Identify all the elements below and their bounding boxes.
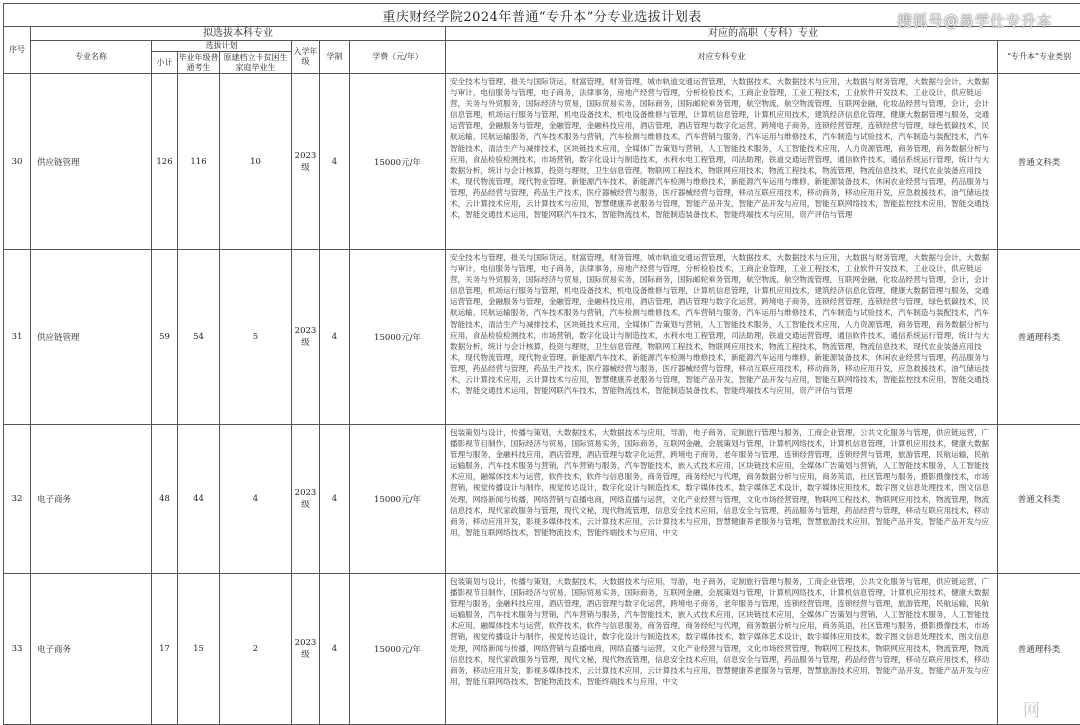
header-subtotal: 小计 [152,52,178,74]
header-ordinary: 毕业年级普通考生 [178,52,219,72]
row-subtotal: 17 [152,574,178,725]
row-seq: 30 [4,74,31,250]
header-grade: 入学年级 [292,41,320,74]
row-vocational-majors: 包装策划与设计，传播与策划，大数据技术，大数据技术与应用，导游，电子商务，定制旅行管理与服务，工商企业管理，公共文化服务与管理，供应链运营，广播影视节目制作，国际经济与贸易，国际贸易实务，国际商务，互联网金融，会展策划与管理，计算机网络技术，计算机信息管理，计算机应用技术，健康大数据管理与服务，金融科技应用，酒店管理，酒店管理与数字化运营，跨境电子商务，老年服务与管理，连锁经营管理，连锁经营与管理，旅游管理，民航运输，民航运输服务，汽车技术服务与营销，汽车营销与服务，汽车智能技术，嵌入式技术应用，区块链技术应用，全媒体广告策划与营销，人工智能技术服务，人工智能技术应用，融媒体技术与运营，软件技术，软件与信息服务，商务管理，商务经纪与代理，商务数据分析与应用，商务英语，社区管理与服务，摄影摄像技术，市场营销，视觉传播设计与制作，视觉传达设计，数字化设计与制造技术，数字媒体技术，数字媒体艺术设计，数字媒体应用技术，数字图文信息处理技术，图文信息处理，网络新闻与传播，网络营销与直播电商，网络直播与运营，文化产业经营与管理，文化市场经营管理，物联网工程技术，物联网应用技术，物流管理，物流信息技术，现代家政服务与管理，现代文秘，现代物流管理，信息安全技术应用，信息安全与管理，药品服务与管理，药品经营与管理，移动互联应用技术，移动商务，移动应用开发，影视多媒体技术，云计算技术应用，云计算技术与应用，智慧健康养老服务与管理，智慧旅游技术应用，智能产品开发，智能产品开发与应用，智能互联网络技术，智能物流技术，智能终端技术与应用，中文 [446,425,998,574]
header-group-vocational: 对应的高职（专科）专业 [446,27,1080,41]
header-seq: 序号 [4,27,31,74]
row-subtotal: 126 [152,74,178,250]
header-plan: 选拔计划 [152,41,292,52]
row-vocational-majors: 安全技术与管理，报关与国际货运，财富管理，财务管理，城市轨道交通运营管理，大数据技术，大数据技术与应用，大数据与财务管理，大数据与会计，大数据与审计，电信服务与管理，电子商务，法律事务，房地产经营与管理，分析检验技术，工商企业管理，工业工程技术，工业软件开发技术，工业设计，供应链运营，关务与外贸服务，国际经济与贸易，国际贸易实务，国际商务，国际邮轮乘务管理，航空物流，航空物流管理，互联网金融，化妆品经营与管理，会计，会计信息管理，机场运行服务与管理，机电设备技术，机电设备维修与管理，计算机信息管理，计算机应用技术，建筑经济信息化管理，健康大数据管理与服务，交通运营管理，金融服务与管理，金融管理，金融科技应用，酒店管理，酒店管理与数字化运营，跨境电子商务，连锁经营管理，连锁经营与管理，绿色低碳技术，民航运输，民航运输服务，汽车技术服务与营销，汽车检测与维修技术，汽车营销与服务，汽车运用与维修技术，汽车制造与试验技术，汽车制造与装配技术，汽车智能技术，清洁生产与减排技术，区块链技术应用，全媒体广告策划与营销，人工智能技术服务，人工智能技术应用，人力资源管理，商务管理，商务数据分析与应用，食品检验检测技术，市场营销，数字化设计与制造技术，水利水电工程管理，司法助理，铁道交通运营管理，通信软件技术，通信系统运行管理，统计与大数据分析，统计与会计核算，投资与理财，卫生信息管理，物联网工程技术，物联网应用技术，物流工程技术，物流管理，物流信息技术，现代农业装备应用技术，现代物流管理，现代物业管理，新能源汽车技术，新能源汽车检测与维修技术，新能源汽车运用与维修，新能源装备技术，休闲农业经营与管理，药品服务与管理，药品经营与管理，药品生产技术，医疗器械经营与服务，医疗器械经营与管理，移动互联应用技术，移动商务，移动应用开发，应急救援技术，油气储运技术，云计算技术应用，云计算技术与应用，智慧健康养老服务与管理，智能产品开发，智能产品开发与应用，智能互联网络技术，智能监控技术应用，智能交通技术，智能交通技术运用，智能网联汽车技术，智能物流技术，智能制造装备技术，智能终端技术与应用，资产评估与管理 [446,74,998,250]
row-major-name: 供应链管理 [31,250,152,425]
row-category: 普通文科类 [998,425,1080,574]
plan-table [3,3,1080,725]
row-tuition: 15000元/年 [350,574,446,725]
row-category: 普通文科类 [998,74,1080,250]
header-category: “专升本”专业类别 [998,41,1080,74]
row-major-name: 电子商务 [31,425,152,574]
watermark-bottom: 网 [1023,701,1040,721]
row-vocational-majors: 安全技术与管理，报关与国际货运，财富管理，财务管理，城市轨道交通运营管理，大数据技术，大数据技术与应用，大数据与财务管理，大数据与会计，大数据与审计，电信服务与管理，电子商务，法律事务，房地产经营与管理，分析检验技术，工商企业管理，工业工程技术，工业软件开发技术，工业设计，供应链运营，关务与外贸服务，国际经济与贸易，国际贸易实务，国际商务，国际邮轮乘务管理，航空物流，航空物流管理，互联网金融，化妆品经营与管理，会计，会计信息管理，机场运行服务与管理，机电设备技术，机电设备维修与管理，计算机信息管理，计算机应用技术，建筑经济信息化管理，健康大数据管理与服务，交通运营管理，金融服务与管理，金融管理，金融科技应用，酒店管理，酒店管理与数字化运营，跨境电子商务，连锁经营管理，连锁经营与管理，绿色低碳技术，民航运输，民航运输服务，汽车技术服务与营销，汽车检测与维修技术，汽车营销与服务，汽车运用与维修技术，汽车制造与试验技术，汽车制造与装配技术，汽车智能技术，清洁生产与减排技术，区块链技术应用，全媒体广告策划与营销，人工智能技术服务，人工智能技术应用，人力资源管理，商务管理，商务数据分析与应用，食品检验检测技术，市场营销，数字化设计与制造技术，水利水电工程管理，司法助理，铁道交通运营管理，通信软件技术，通信系统运行管理，统计与大数据分析，统计与会计核算，投资与理财，卫生信息管理，物联网工程技术，物联网应用技术，物流工程技术，物流管理，物流信息技术，现代农业装备应用技术，现代物流管理，现代物业管理，新能源汽车技术，新能源汽车检测与维修技术，新能源汽车运用与维修，新能源装备技术，休闲农业经营与管理，药品服务与管理，药品经营与管理，药品生产技术，医疗器械经营与服务，医疗器械经营与管理，移动互联应用技术，移动商务，移动应用开发，应急救援技术，油气储运技术，云计算技术应用，云计算技术与应用，智慧健康养老服务与管理，智能产品开发，智能产品开发与应用，智能互联网络技术，智能监控技术应用，智能交通技术，智能交通技术运用，智能网联汽车技术，智能物流技术，智能制造装备技术，智能终端技术与应用，资产评估与管理 [446,250,998,425]
watermark-top: 搜狐号@易学仕专升本 [896,12,1052,30]
row-grade: 2023级 [292,250,320,425]
row-subtotal: 48 [152,425,178,574]
row-duration: 4 [320,74,350,250]
row-poverty: 10 [220,74,292,250]
row-vocational-majors: 包装策划与设计，传播与策划，大数据技术，大数据技术与应用，导游，电子商务，定制旅行管理与服务，工商企业管理，公共文化服务与管理，供应链运营，广播影视节目制作，国际经济与贸易，国际贸易实务，国际商务，互联网金融，会展策划与管理，计算机网络技术，计算机信息管理，计算机应用技术，健康大数据管理与服务，金融科技应用，酒店管理，酒店管理与数字化运营，跨境电子商务，老年服务与管理，连锁经营管理，连锁经营与管理，旅游管理，民航运输，民航运输服务，汽车技术服务与营销，汽车营销与服务，汽车智能技术，嵌入式技术应用，区块链技术应用，全媒体广告策划与营销，人工智能技术服务，人工智能技术应用，融媒体技术与运营，软件技术，软件与信息服务，商务管理，商务经纪与代理，商务数据分析与应用，商务英语，社区管理与服务，摄影摄像技术，市场营销，视觉传播设计与制作，视觉传达设计，数字化设计与制造技术，数字媒体技术，数字媒体艺术设计，数字媒体应用技术，数字图文信息处理技术，图文信息处理，网络新闻与传播，网络营销与直播电商，网络直播与运营，文化产业经营与管理，文化市场经营管理，物联网工程技术，物联网应用技术，物流管理，物流信息技术，现代家政服务与管理，现代文秘，现代物流管理，信息安全技术应用，信息安全与管理，药品服务与管理，药品经营与管理，移动互联应用技术，移动商务，移动应用开发，影视多媒体技术，云计算技术应用，云计算技术与应用，智慧健康养老服务与管理，智慧旅游技术应用，智能产品开发，智能产品开发与应用，智能互联网络技术，智能物流技术，智能终端技术与应用，中文 [446,574,998,725]
header-group-undergrad: 拟选拔本科专业 [31,27,446,41]
table-row [4,425,1080,574]
row-seq: 31 [4,250,31,425]
row-category: 普通理科类 [998,574,1080,725]
row-duration: 4 [320,250,350,425]
header-vocational-major: 对应专科专业 [446,41,998,74]
table-row [4,574,1080,725]
table-row [4,74,1080,250]
row-grade: 2023级 [292,425,320,574]
row-poverty: 2 [220,574,292,725]
header-major-name: 专业名称 [31,41,152,74]
row-major-name: 供应链管理 [31,74,152,250]
row-ordinary: 44 [178,425,220,574]
row-seq: 32 [4,425,31,574]
row-poverty: 5 [220,250,292,425]
row-grade: 2023级 [292,574,320,725]
row-tuition: 15000元/年 [350,250,446,425]
row-ordinary: 15 [178,574,220,725]
row-duration: 4 [320,574,350,725]
row-category: 普通理科类 [998,250,1080,425]
row-subtotal: 59 [152,250,178,425]
row-ordinary: 54 [178,250,220,425]
table-row [4,250,1080,425]
row-ordinary: 116 [178,74,220,250]
row-poverty: 4 [220,425,292,574]
header-duration: 学制 [320,41,350,74]
row-tuition: 15000元/年 [350,425,446,574]
row-seq: 33 [4,574,31,725]
header-poverty: 原建档立卡贫困生家庭毕业生 [220,52,292,74]
row-tuition: 15000元/年 [350,74,446,250]
row-grade: 2023级 [292,74,320,250]
row-major-name: 电子商务 [31,574,152,725]
page-title: 重庆财经学院2024年普通“专升本”分专业选拔计划表 [4,4,1080,27]
row-duration: 4 [320,425,350,574]
header-tuition: 学费（元/年） [350,41,446,74]
